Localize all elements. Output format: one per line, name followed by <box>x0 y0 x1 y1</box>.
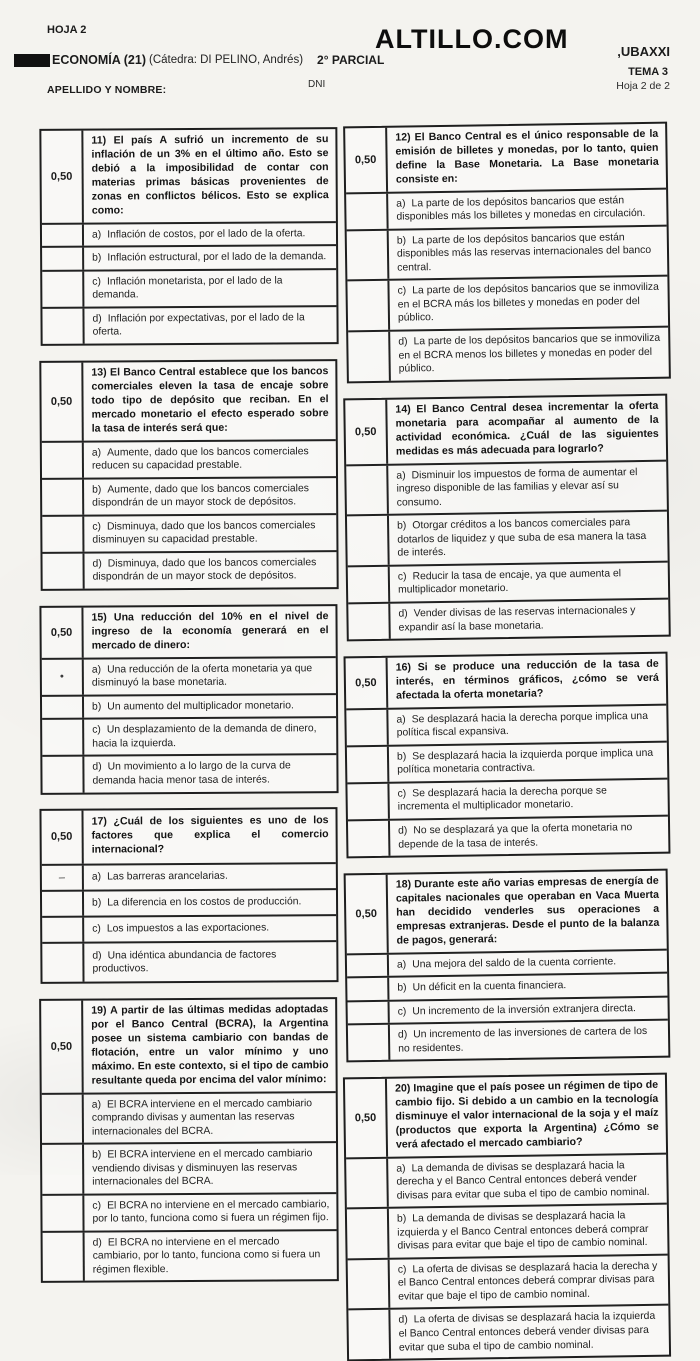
option-text-cell <box>84 552 336 589</box>
option-text: Un movimiento a lo largo de la curva de demanda hacia menor tasa de interés. <box>92 760 291 787</box>
points-cell: 0,50 <box>346 874 389 952</box>
option-text-cell <box>390 599 668 638</box>
question-11-header-row <box>41 129 336 223</box>
answer-mark-cell <box>42 892 84 916</box>
course-title: ECONOMÍA (21) <box>52 53 146 67</box>
option-label: d) <box>92 313 102 325</box>
option-label: d) <box>397 1029 408 1041</box>
answer-mark-cell <box>347 1209 390 1258</box>
option-text: La demanda de divisas se desplazará hacia la derecha y el Banco Central entonces deberá vender divisas para evitar que suba el tipo de cambio nominal. <box>396 1160 650 1202</box>
question-15-option-d-row <box>42 753 336 792</box>
dni-field-label: DNI <box>308 79 326 90</box>
option-text: La diferencia en los costos de producción. <box>107 896 302 910</box>
option-text: Un incremento de la inversión extranjera directa. <box>412 1002 636 1017</box>
answer-mark-cell <box>43 1233 85 1282</box>
question-16-option-b-row <box>347 740 668 782</box>
option-text: Se desplazará hacia la derecha porque implica una política fiscal expansiva. <box>396 710 649 739</box>
points-cell: 0,50 <box>41 1001 84 1093</box>
answer-mark-cell <box>42 757 84 792</box>
answer-mark-cell <box>42 1095 84 1144</box>
option-text: La parte de los depósitos bancarios que están disponibles más las reservas internacionales del banco central. <box>396 232 652 274</box>
option-text-cell <box>390 816 668 855</box>
answer-mark-cell <box>348 1310 391 1359</box>
option-text-cell <box>389 742 667 781</box>
redaction-black-box <box>14 54 50 67</box>
option-text: Disminuya, dado que los bancos comerciales dispondrán de un mayor stock de depósitos. <box>92 557 317 583</box>
question-text: 11) El país A sufrió un incremento de su inflación de un 3% en el último año. Esto se debió a la imposibilidad de contar con materias primas básicas provenientes de zonas en conflictos bélicos. Esto se explica como: <box>91 133 329 217</box>
option-text: La parte de los depósitos bancarios que están disponibles más los billetes y monedas en circulación. <box>396 195 646 224</box>
answer-mark-cell <box>42 696 84 718</box>
exam-label: 2° PARCIAL <box>317 53 385 67</box>
option-text-cell <box>84 1194 336 1231</box>
option-text-cell <box>390 1021 668 1060</box>
option-label: a) <box>396 469 406 482</box>
points-cell: 0,50 <box>345 128 388 192</box>
option-text-cell <box>84 515 336 552</box>
option-label: c) <box>92 924 101 936</box>
question-text: 16) Si se produce una reducción de la tasa de interés, en términos gráficos, ¿cómo se verá afectada la oferta monetaria? <box>395 657 659 702</box>
answer-mark-cell <box>348 1025 391 1061</box>
question-statement-cell <box>388 870 667 952</box>
answer-mark-cell <box>348 820 391 856</box>
answer-mark-cell <box>347 746 390 782</box>
answer-mark-cell <box>347 978 389 1000</box>
answer-mark-cell <box>348 566 391 602</box>
question-11-option-a-row <box>42 221 336 246</box>
answer-mark-cell <box>42 309 84 344</box>
option-label: c) <box>397 788 407 800</box>
option-label: c) <box>92 276 101 288</box>
question-12-option-a-row <box>346 188 667 230</box>
option-label: a) <box>396 958 407 971</box>
option-text: La parte de los depósitos bancarios que se inmoviliza en el BCRA más los billetes y monedas en poder del público. <box>397 282 659 325</box>
answer-mark-cell: • <box>42 659 84 694</box>
answer-mark-cell <box>42 1196 84 1231</box>
option-label: d) <box>92 950 102 962</box>
question-14-header-row <box>345 395 666 464</box>
answer-mark-cell <box>347 954 389 976</box>
question-text: 14) El Banco Central desea incrementar la oferta monetaria para acompañar al aumento de la actividad económica. ¿Cuál de las siguientes medidas es más adecuada para lograrlo? <box>395 399 659 458</box>
option-text: La demanda de divisas se desplazará hacia la izquierda y el Banco Central entonces deberá comprar divisas para evitar que baje el tipo de cambio nominal. <box>397 1210 649 1253</box>
answer-mark-cell <box>347 783 390 819</box>
option-text-cell <box>84 1144 336 1194</box>
option-text: Reducir la tasa de encaje, ya que aumenta el multiplicador monetario. <box>397 567 622 596</box>
option-text: Inflación monetarista, por el lado de la demanda. <box>92 275 283 301</box>
points-cell: 0,50 <box>41 608 83 658</box>
option-text: Un incremento de las inversiones de cartera de los no residentes. <box>398 1025 648 1055</box>
question-text: 17) ¿Cuál de los siguientes es uno de los factores que explica el comercio internacional? <box>91 814 329 857</box>
uba-xxi-label: ,UBAXXI <box>617 44 670 59</box>
question-18-option-d-row <box>348 1019 669 1061</box>
option-text-cell <box>84 695 336 718</box>
question-17-option-d-row <box>42 941 336 983</box>
option-label: b) <box>396 751 407 763</box>
option-text: Los impuestos a las exportaciones. <box>106 923 270 936</box>
option-text: Un aumento del multiplicador monetario. <box>107 700 294 713</box>
answer-mark-cell <box>42 516 84 551</box>
answer-mark-cell <box>346 1159 389 1208</box>
question-13-option-b-row <box>42 476 336 515</box>
question-19-option-b-row <box>42 1142 336 1194</box>
question-19-option-a-row <box>42 1091 336 1143</box>
answer-mark-cell <box>42 720 84 755</box>
option-label: c) <box>397 571 407 583</box>
answer-mark-cell <box>346 194 389 230</box>
option-text: Se desplazará hacia la derecha porque se incrementa el multiplicador monetario. <box>397 785 607 813</box>
option-label: b) <box>92 252 102 264</box>
option-text: Una reducción de la oferta monetaria ya que disminuyó la base monetaria. <box>91 663 313 689</box>
question-20-box <box>343 1073 671 1361</box>
questions-column-right <box>345 124 669 1359</box>
option-text: No se desplazará ya que la oferta monetaria no depende de la tasa de interés. <box>398 821 633 850</box>
option-text-cell <box>84 270 336 307</box>
question-14-option-a-row <box>346 459 667 514</box>
answer-mark-cell <box>347 516 390 565</box>
option-text: Las barreras arancelarias. <box>107 871 228 883</box>
option-text-cell <box>84 943 336 982</box>
points-cell: 0,50 <box>345 1079 388 1157</box>
points-cell: 0,50 <box>41 363 83 441</box>
option-text-cell <box>389 779 667 818</box>
option-text-cell <box>388 190 666 229</box>
option-text: El BCRA no interviene en el mercado cambiario, por lo tanto, funciona como si fuera un régimen fijo. <box>92 1199 330 1226</box>
altillo-watermark: ALTILLO.COM <box>375 24 569 54</box>
answer-mark-cell <box>348 603 391 639</box>
option-label: a) <box>91 229 102 241</box>
option-text: Se desplazará hacia la izquierda porque implica una política monetaria contractiva. <box>397 747 654 776</box>
option-text-cell <box>84 246 336 269</box>
option-text-cell <box>84 917 336 943</box>
question-statement-cell <box>387 124 666 192</box>
question-20-option-a-row <box>346 1153 667 1208</box>
option-label: b) <box>92 1150 102 1162</box>
question-statement-cell <box>388 653 667 707</box>
option-label: a) <box>91 871 102 883</box>
question-text: 13) El Banco Central establece que los bancos comerciales eleven la tasa de encaje sobre todo tipo de depósito que reciban. En el mercado monetario el efecto esperado sobre la tasa de interés será que: <box>91 365 329 435</box>
catedra-label: (Cátedra: DI PELINO, Andrés) <box>149 54 304 66</box>
question-17-option-b-row <box>42 888 336 916</box>
option-text-cell <box>389 277 668 330</box>
option-text-cell <box>390 1306 669 1359</box>
answer-mark-cell: – <box>42 866 84 890</box>
option-label: d) <box>398 825 408 837</box>
answer-mark-cell <box>42 271 84 306</box>
option-text-cell <box>84 307 336 344</box>
option-text: Una idéntica abundancia de factores productivos. <box>92 949 277 976</box>
question-19-option-c-row <box>42 1192 336 1231</box>
option-label: b) <box>396 1213 407 1226</box>
name-field-label: APELLIDO Y NOMBRE: <box>47 84 167 96</box>
option-label: c) <box>92 1200 102 1212</box>
option-text: El BCRA no interviene en el mercado cambiario, por lo tanto, funciona como si fuera un régimen flexible. <box>92 1236 321 1276</box>
option-text: El BCRA interviene en el mercado cambiario comprando divisas y aumentan las reservas internacionales del BCRA. <box>91 1098 313 1138</box>
question-12-option-b-row <box>347 225 668 280</box>
question-13-box <box>39 359 338 591</box>
question-19-option-d-row <box>43 1229 337 1281</box>
option-text: Un déficit en la cuenta financiera. <box>412 980 567 994</box>
answer-mark-cell <box>347 231 390 280</box>
option-text-cell <box>389 227 668 280</box>
question-16-option-d-row <box>348 814 669 856</box>
option-text-cell <box>84 755 336 792</box>
option-text: La oferta de divisas se desplazará hacia la izquierda el Banco Central entonces deberá vender divisas para evitar que suba el tipo de cambio nominal. <box>398 1311 656 1354</box>
question-text: 15) Una reducción del 10% en el nivel de ingreso de la economía generará en el mercado de dinero: <box>91 610 329 652</box>
question-16-header-row <box>346 653 667 708</box>
answer-mark-cell <box>42 918 84 942</box>
option-text: Un desplazamiento de la demanda de dinero, hacia la izquierda. <box>92 723 317 750</box>
option-label: d) <box>398 608 408 620</box>
option-label: d) <box>398 336 408 348</box>
question-16-option-c-row <box>347 777 668 819</box>
option-text-cell <box>388 705 666 744</box>
points-cell: 0,50 <box>41 131 84 223</box>
question-19-header-row <box>41 999 336 1093</box>
option-text: Aumente, dado que los bancos comerciales dispondrán de un mayor stock de depósitos. <box>92 483 309 509</box>
answer-mark-cell <box>42 944 84 982</box>
option-label: a) <box>91 664 102 676</box>
question-14-option-c-row <box>348 560 669 602</box>
option-text-cell <box>389 1205 668 1258</box>
question-13-option-c-row <box>42 513 336 552</box>
answer-mark-cell <box>346 465 389 514</box>
option-label: a) <box>91 1099 102 1111</box>
question-statement-cell <box>387 395 666 463</box>
option-label: c) <box>397 1264 407 1276</box>
option-label: b) <box>92 484 102 496</box>
question-19-box <box>39 997 339 1283</box>
answer-mark-cell <box>348 1260 391 1309</box>
option-text-cell <box>389 512 668 565</box>
question-statement-cell <box>83 809 335 863</box>
option-label: b) <box>397 982 407 994</box>
question-13-option-d-row <box>42 550 336 589</box>
option-label: b) <box>397 520 407 532</box>
option-label: a) <box>91 447 102 459</box>
option-text-cell <box>84 478 336 515</box>
points-cell: 0,50 <box>345 399 388 463</box>
option-label: c) <box>397 1005 407 1018</box>
option-text-cell <box>390 562 668 601</box>
option-label: b) <box>92 898 102 910</box>
question-18-header-row <box>346 870 667 953</box>
question-statement-cell <box>387 1075 666 1157</box>
option-text-cell <box>84 658 336 695</box>
option-text-cell <box>85 1231 337 1281</box>
question-statement-cell <box>83 999 336 1092</box>
question-11-option-c-row <box>42 268 336 307</box>
question-16-option-a-row <box>346 703 667 745</box>
option-text-cell <box>390 1256 669 1309</box>
question-statement-cell <box>83 129 336 222</box>
question-17-option-a-row <box>42 862 336 890</box>
questions-column-left <box>40 128 338 1283</box>
answer-mark-cell <box>348 332 391 381</box>
option-label: c) <box>92 521 102 533</box>
question-14-option-d-row <box>348 597 669 639</box>
question-13-header-row <box>41 361 335 441</box>
option-label: a) <box>396 713 406 726</box>
option-text: Disminuir los impuestos de forma de aumentar el ingreso disponible de las familias y elevar así su consumo. <box>396 466 638 509</box>
question-text: 20) Imagine que el país posee un régimen de tipo de cambio fijo. Si debido a un cambio en la tecnología disminuye el valor internacional de la soja y el maíz (productos que exporta la Argentina) ¿Cómo se verá afectado el mercado cambiario? <box>394 1078 659 1151</box>
question-15-option-c-row <box>42 716 336 755</box>
option-text-cell <box>84 223 336 246</box>
option-text: Otorgar créditos a los bancos comerciales para dotarlos de liquidez y que suba de esa manera la tasa de interés. <box>397 517 647 559</box>
option-label: d) <box>92 558 102 570</box>
question-17-option-c-row <box>42 915 336 943</box>
question-13-option-a-row <box>42 439 336 478</box>
question-text: 18) Durante este año varias empresas de energía de capitales nacionales que operaban en Vaca Muerta han decidido venderles sus operaciones a empresas extranjeras. Desde el punto de la balanza de pagos, generará: <box>395 874 660 947</box>
question-15-header-row <box>41 606 335 658</box>
question-text: 19) A partir de las últimas medidas adoptadas por el Banco Central (BCRA), la Argentina posee un sistema cambiario con bandas de flotación, entre un valor mínimo y uno máximo. En este contexto, si el tipo de cambio resultante queda por encima del valor mínimo: <box>91 1003 329 1087</box>
option-text-cell <box>388 461 667 514</box>
question-12-box <box>343 122 671 383</box>
answer-mark-cell <box>348 1001 390 1023</box>
question-12-header-row <box>345 124 666 193</box>
page-number-label: Hoja 2 de 2 <box>616 80 670 92</box>
option-text-cell <box>390 328 669 381</box>
option-text-cell <box>84 864 336 890</box>
option-label: c) <box>92 724 101 736</box>
answer-mark-cell <box>42 442 84 477</box>
question-14-option-b-row <box>347 510 668 565</box>
option-label: b) <box>92 701 102 713</box>
option-label: b) <box>396 235 407 247</box>
option-label: d) <box>92 761 102 773</box>
course-line <box>14 53 384 67</box>
question-17-box <box>39 807 338 984</box>
question-12-option-c-row <box>347 275 668 330</box>
option-text: Inflación de costos, por el lado de la oferta. <box>107 228 306 241</box>
option-text-cell <box>84 890 336 916</box>
question-18-box <box>344 868 671 1062</box>
question-statement-cell <box>83 361 335 440</box>
question-statement-cell <box>83 606 335 657</box>
question-11-box <box>39 127 338 346</box>
question-20-option-d-row <box>348 1304 669 1359</box>
question-17-header-row <box>41 809 335 863</box>
answer-mark-cell <box>42 553 84 588</box>
tema-label: TEMA 3 <box>628 66 668 78</box>
question-15-option-b-row <box>42 693 336 718</box>
answer-mark-cell <box>42 1145 84 1194</box>
answer-mark-cell <box>42 479 84 514</box>
option-text: El BCRA interviene en el mercado cambiario vendiendo divisas y disminuyen las reservas internacionales del BCRA. <box>92 1148 313 1189</box>
option-label: d) <box>92 1237 102 1249</box>
question-text: 12) El Banco Central es el único responsable de la emisión de billetes y monedas, por lo tanto, quien define la Base Monetaria. La Base monetaria consiste en: <box>395 127 659 186</box>
sheet-label: HOJA 2 <box>47 24 87 36</box>
answer-mark-cell <box>347 281 390 330</box>
points-cell: 0,50 <box>346 657 389 708</box>
question-14-box <box>343 393 671 641</box>
option-text: Inflación por expectativas, por el lado de la oferta. <box>92 312 305 338</box>
option-label: c) <box>397 285 407 298</box>
question-11-option-d-row <box>42 305 336 344</box>
option-text: Aumente, dado que los bancos comerciales reducen su capacidad prestable. <box>91 446 309 472</box>
option-label: a) <box>396 1163 406 1175</box>
question-20-option-c-row <box>348 1254 669 1309</box>
question-15-box <box>39 604 338 794</box>
option-label: a) <box>396 198 406 210</box>
question-15-option-a-row <box>42 656 336 695</box>
question-11-option-b-row <box>42 244 336 269</box>
option-text-cell <box>84 1093 336 1143</box>
question-12-option-d-row <box>348 326 669 381</box>
answer-mark-cell <box>42 248 84 270</box>
question-16-box <box>344 651 671 858</box>
option-text-cell <box>84 718 336 755</box>
question-20-header-row <box>345 1075 666 1158</box>
answer-mark-cell <box>42 224 84 246</box>
option-text: Vender divisas de las reservas internacionales y expandir así la base monetaria. <box>398 604 636 633</box>
answer-mark-cell <box>346 709 389 745</box>
option-text: La parte de los depósitos bancarios que se inmoviliza en el BCRA menos los billetes y monedas en poder del público. <box>398 332 661 375</box>
points-cell: 0,50 <box>41 811 83 864</box>
option-text: La oferta de divisas se desplazará hacia la derecha y el Banco Central entonces deberá comprar divisas para evitar que baje el tipo de cambio nominal. <box>397 1260 658 1303</box>
option-text: Inflación estructural, por el lado de la demanda. <box>107 251 327 264</box>
option-text-cell <box>388 1155 667 1208</box>
option-text: Disminuya, dado que los bancos comerciales disminuyen su capacidad prestable. <box>92 520 316 546</box>
question-20-option-b-row <box>347 1203 668 1258</box>
option-text: Una mejora del saldo de la cuenta corriente. <box>412 955 617 970</box>
option-label: d) <box>398 1314 408 1327</box>
option-text-cell <box>84 441 336 478</box>
